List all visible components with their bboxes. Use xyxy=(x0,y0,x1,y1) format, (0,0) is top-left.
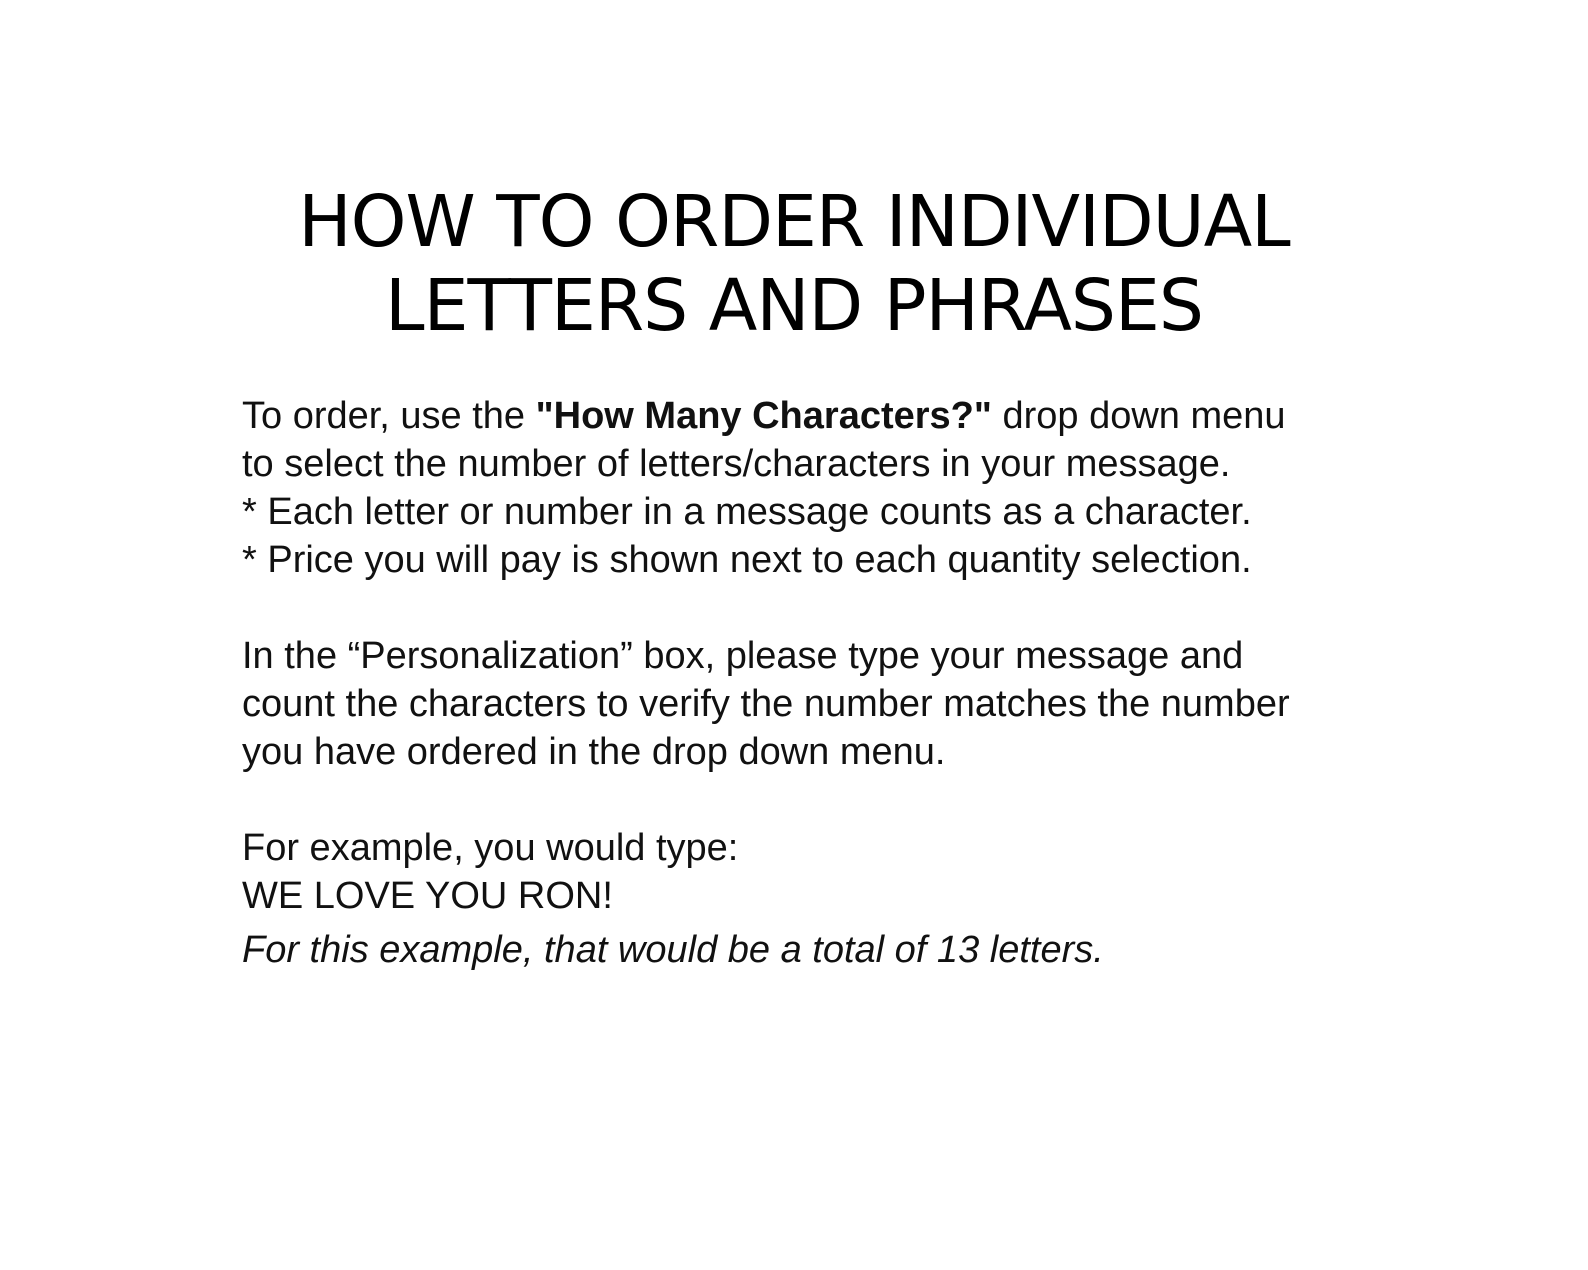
intro-line-2: to select the number of letters/characters in your message. xyxy=(242,443,1231,485)
bullet-price: * Price you will pay is shown next to each quantity selection. xyxy=(242,539,1252,581)
instructions-body xyxy=(242,392,1442,974)
example-intro: For example, you would type: xyxy=(242,827,739,869)
example-note: For this example, that would be a total of 13 letters. xyxy=(242,929,1104,971)
bullet-character-count: * Each letter or number in a message counts as a character. xyxy=(242,491,1252,533)
title-line-2: LETTERS AND PHRASES xyxy=(385,264,1203,347)
personalization-line-1: In the “Personalization” box, please type your message and xyxy=(242,635,1244,677)
personalization-line-3: you have ordered in the drop down menu. xyxy=(242,731,946,773)
title-line-1: HOW TO ORDER INDIVIDUAL xyxy=(298,180,1290,263)
intro-text-before: To order, use the xyxy=(242,395,536,437)
paragraph-spacer xyxy=(242,776,1442,824)
intro-line-1 xyxy=(242,392,1442,440)
intro-text-after: drop down menu xyxy=(991,395,1286,437)
menu-name-highlight: "How Many Characters?" xyxy=(535,395,992,437)
page-title xyxy=(0,180,1588,348)
example-message: WE LOVE YOU RON! xyxy=(242,875,613,917)
paragraph-spacer xyxy=(242,584,1442,632)
personalization-line-2: count the characters to verify the number matches the number xyxy=(242,683,1290,725)
